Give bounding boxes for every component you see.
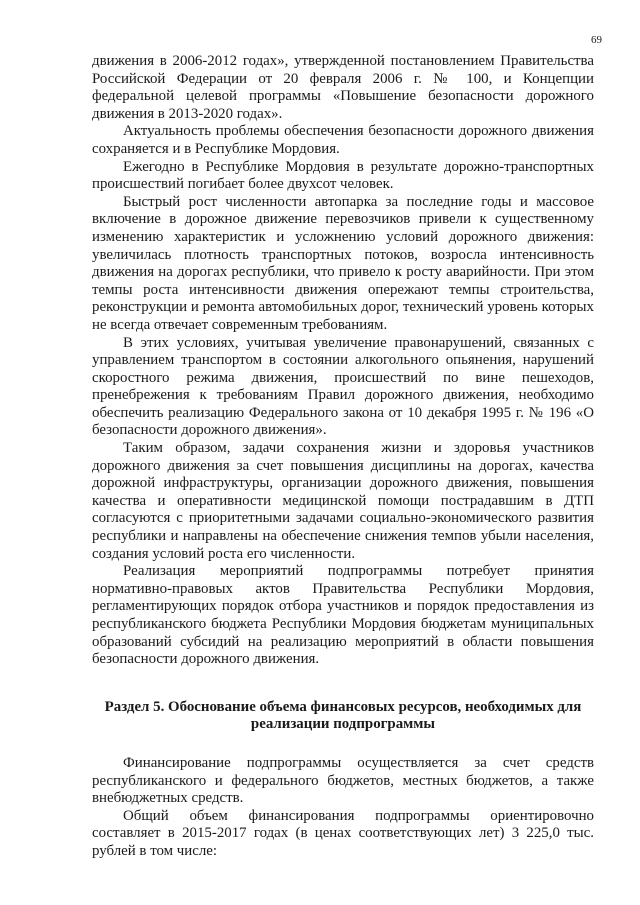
section-heading: Раздел 5. Обоснование объема финансовых ресурсов, необходимых для реализации подпрограммы [104,698,582,733]
paragraph-tasks: Таким образом, задачи сохранения жизни и здоровья участников дорожного движения за счет повышения дисциплины на дорогах, качества дорожной инфраструктуры, организации дорожного движения, повышения качества и оперативности медицинской помощи пострадавшим в ДТП согласуются с приоритетными задачами социально-экономического развития республики и направлены на обеспечение снижения темпов убыли населения, создания условий роста его численности. [92,440,594,562]
page-number: 69 [591,34,602,46]
paragraphs-bottom [92,755,594,861]
document-body [92,53,594,861]
paragraph-continuation: движения в 2006-2012 годах», утвержденной постановлением Правительства Российской Федерации от 20 февраля 2006 г. № 100, и Концепции федеральной целевой программы «Повышение безопасности дорожного движения в 2013-2020 годах». [92,53,594,122]
paragraph-fatalities: Ежегодно в Республике Мордовия в результате дорожно-транспортных происшествий погибает более двухсот человек. [92,158,594,193]
paragraph-implementation: Реализация мероприятий подпрограммы потребует принятия нормативно-правовых актов Правительства Республики Мордовия, регламентирующих порядок отбора участников и порядок предоставления из республиканского бюджета Республики Мордовия бюджетам муниципальных образований субсидий на реализацию мероприятий в области повышения безопасности дорожного движения. [92,563,594,668]
paragraph-fleet-growth: Быстрый рост численности автопарка за последние годы и массовое включение в дорожное движение перевозчиков привели к существенному изменению характеристик и усложнению условий дорожного движения: увеличилась плотность транспортных потоков, возросла интенсивность движения на дорогах республики, что привело к росту аварийности. При этом темпы роста интенсивности движения опережают темпы строительства, реконструкции и ремонта автомобильных дорог, технический уровень которых не всегда отвечает современным требованиям. [92,193,594,333]
paragraphs-top [92,53,594,669]
paragraph-financing-sources: Финансирование подпрограммы осуществляется за счет средств республиканского и федерального бюджетов, местных бюджетов, а также внебюджетных средств. [92,754,594,807]
paragraph-financing-total: Общий объем финансирования подпрограммы ориентировочно составляет в 2015-2017 годах (в ценах соответствующих лет) 3 225,0 тыс. рублей в том числе: [92,807,594,859]
paragraph-conditions: В этих условиях, учитывая увеличение правонарушений, связанных с управлением транспортом в состоянии алкогольного опьянения, нарушений скоростного режима движения, происшествий по вине пешеходов, пренебрежения к требованиям Правил дорожного движения, необходимо обеспечить реализацию Федерального закона от 10 декабря 1995 г. № 196 «О безопасности дорожного движения». [92,334,594,439]
paragraph-relevance: Актуальность проблемы обеспечения безопасности дорожного движения сохраняется и в Республике Мордовия. [92,123,594,157]
